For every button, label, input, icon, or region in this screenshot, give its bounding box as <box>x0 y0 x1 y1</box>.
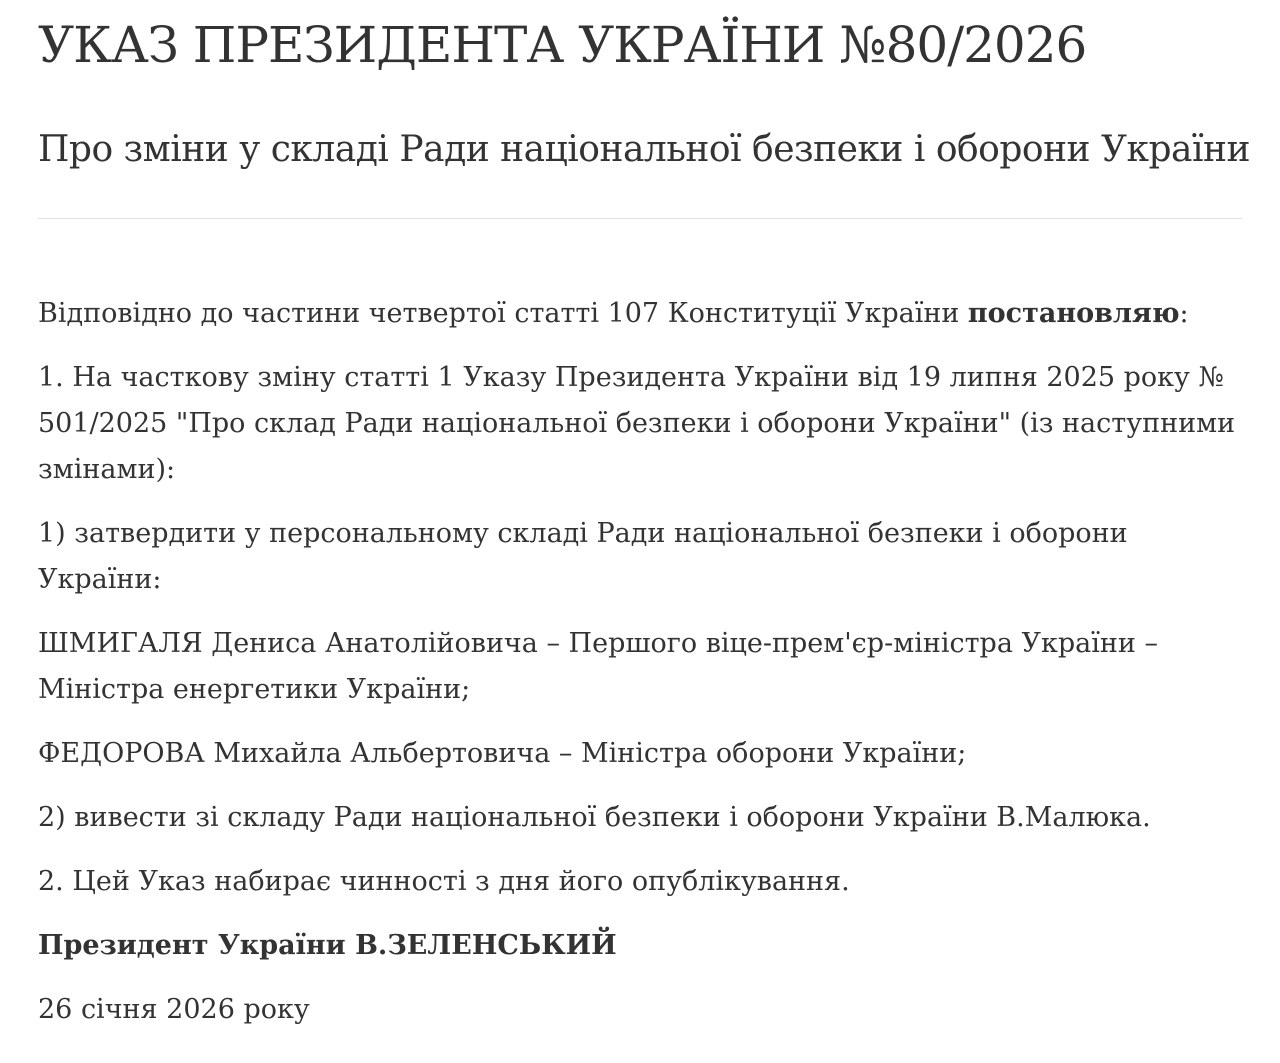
signature-line: Президент України В.ЗЕЛЕНСЬКИЙ <box>38 929 617 961</box>
paragraph-clause-2: 2) вивести зі складу Ради національної безпеки і оборони України В.Малюка. <box>38 801 1151 833</box>
paragraph-clause-1: 1) затвердити у персональному складі Ради національної безпеки і оборони України: <box>38 517 1128 595</box>
decree-subtitle: Про зміни у складі Ради національної безпеки і оборони України <box>38 128 1251 170</box>
preamble-text: Відповідно до частини четвертої статті 107 Конституції України <box>38 297 968 329</box>
divider <box>38 218 1242 219</box>
paragraph-article-2: 2. Цей Указ набирає чинності з дня його опублікування. <box>38 865 850 897</box>
paragraph-shmyhal: ШМИГАЛЯ Дениса Анатолійовича – Першого віце-прем'єр-міністра України – Міністра енергетики України; <box>38 627 1158 705</box>
paragraph-fedorov: ФЕДОРОВА Михайла Альбертовича – Міністра оборони України; <box>38 737 967 769</box>
decree-body <box>38 291 1242 1033</box>
preamble-paragraph <box>38 291 1242 337</box>
date-line: 26 січня 2026 року <box>38 993 310 1025</box>
paragraph-article-1: 1. На часткову зміну статті 1 Указу Президента України від 19 липня 2025 року № 501/2025 "Про склад Ради національної безпеки і оборони України" (із наступними змінами): <box>38 361 1236 485</box>
decree-title: УКАЗ ПРЕЗИДЕНТА УКРАЇНИ №80/2026 <box>38 16 1087 74</box>
preamble-colon: : <box>1179 297 1189 329</box>
preamble-keyword: постановляю <box>967 297 1180 329</box>
